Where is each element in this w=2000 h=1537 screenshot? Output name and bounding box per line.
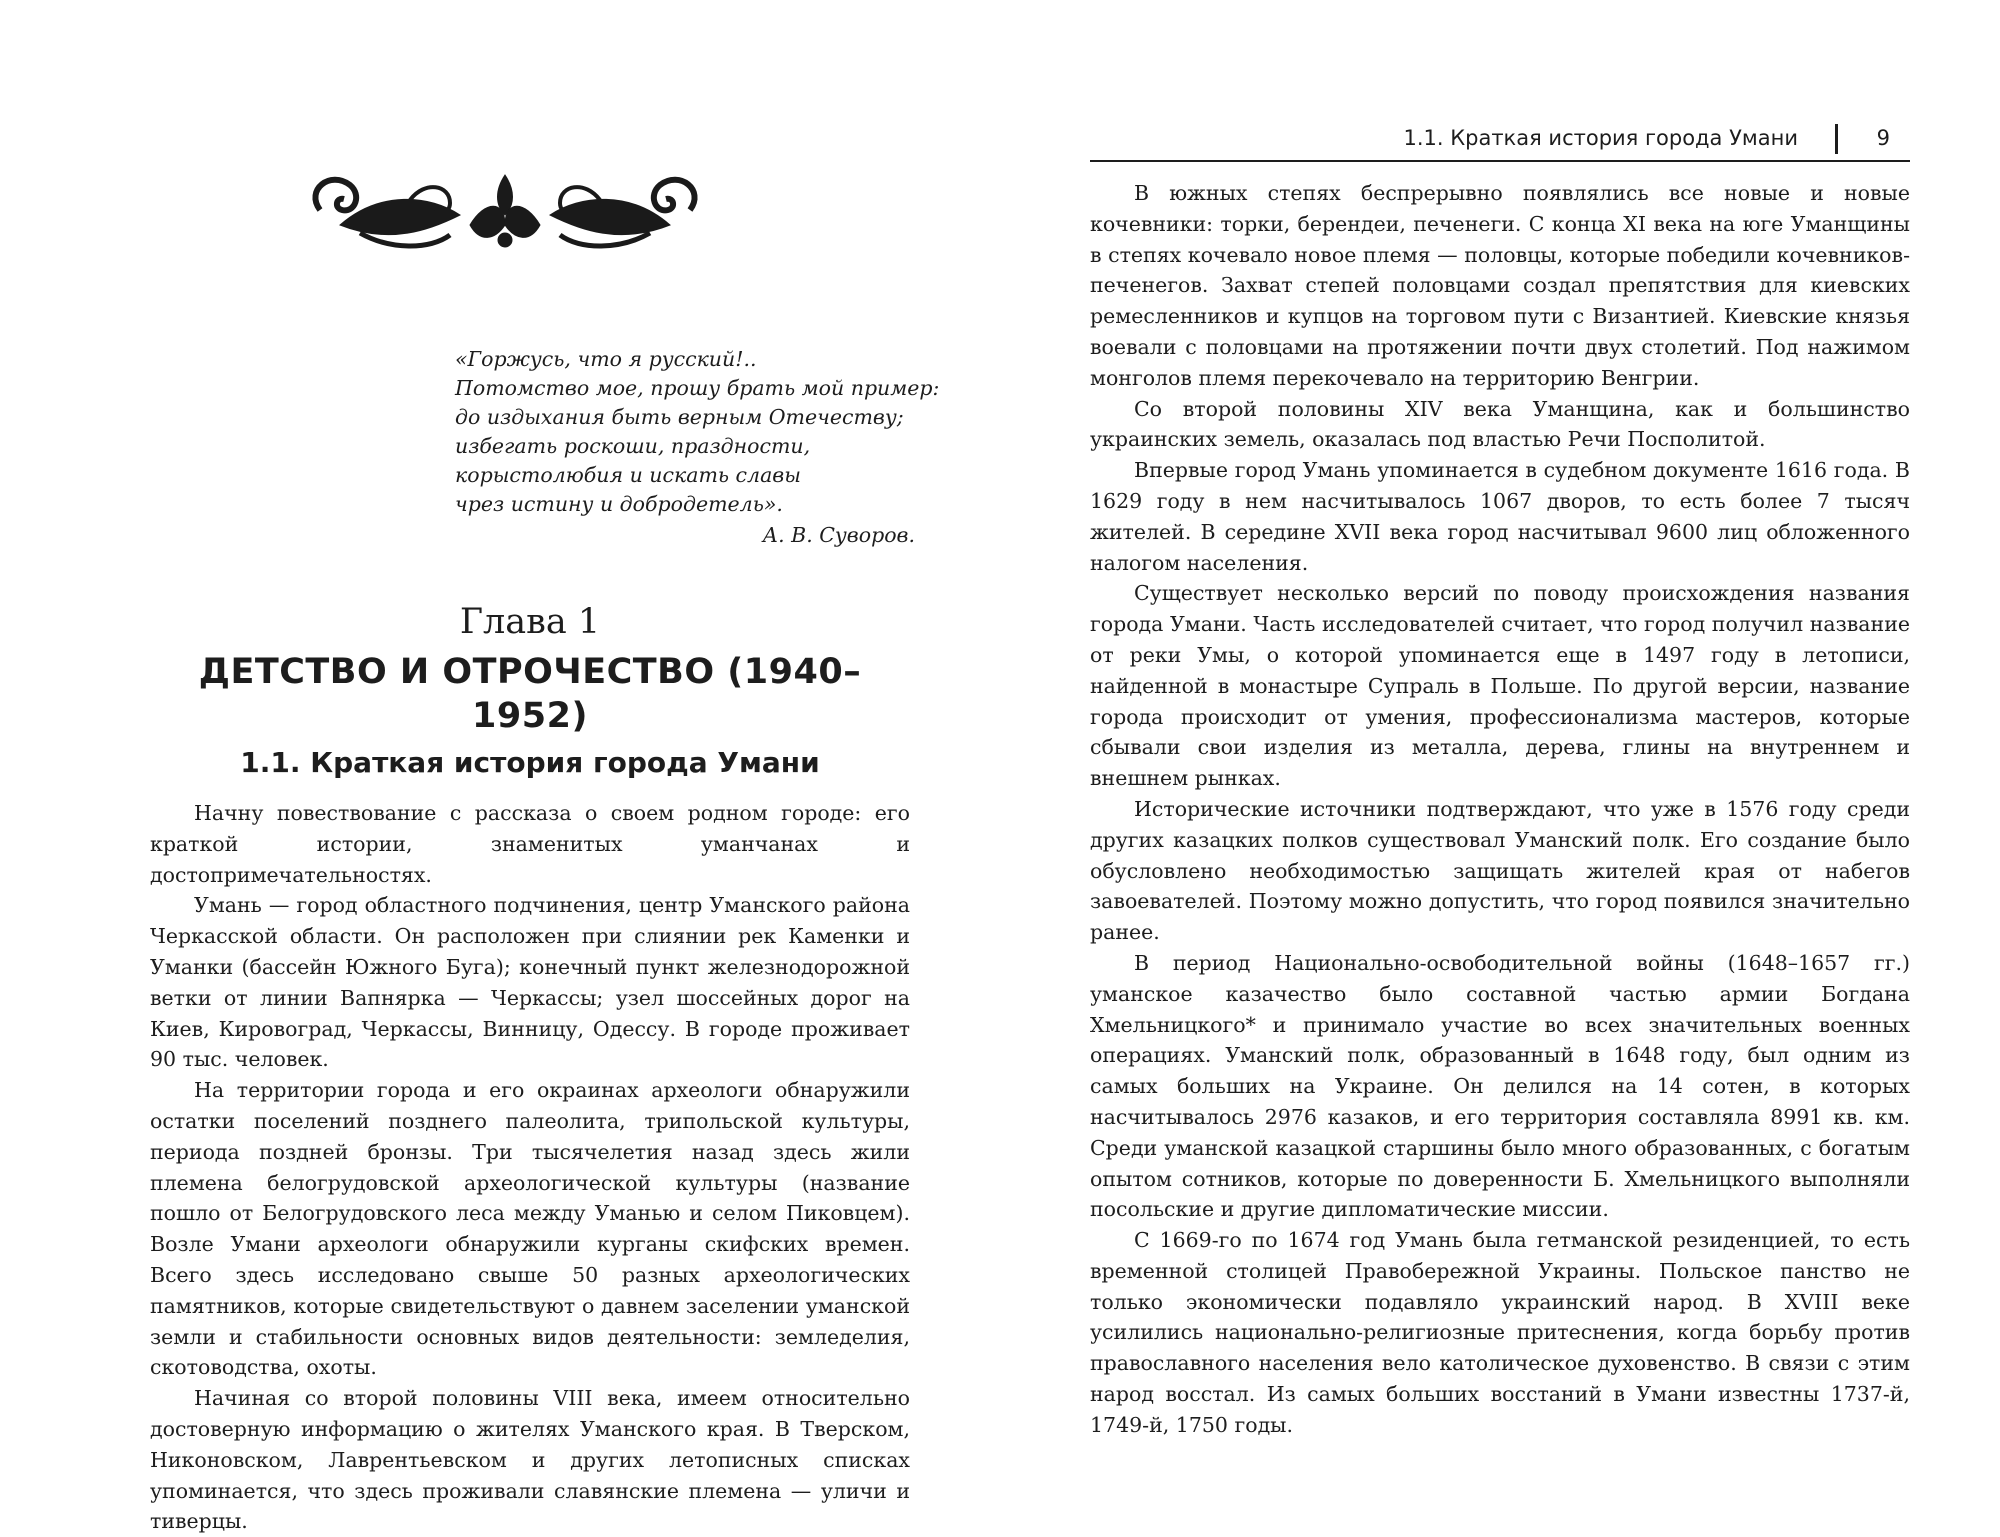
paragraph: С 1669-го по 1674 год Умань была гетманской резиденцией, то есть временной столицей Правобережной Украины. Польское панство не только экономически подавляло украинский народ. В XVIII веке усилились национально-религиозные притеснения, когда борьбу против православного населения вело католическое духовенство. В связи с этим народ восстал. Из самых больших восстаний в Умани известны 1737-й, 1749-й, 1750 годы.	[1090, 1228, 1910, 1437]
paragraph: Начиная со второй половины VIII века, имеем относительно достоверную информацию о жителях Уманского края. В Тверском, Никоновском, Лаврентьевском и других летописных списках упоминается, что здесь проживали славянские племена — уличи и тиверцы.	[150, 1386, 910, 1534]
header-rule	[1090, 160, 1910, 162]
chapter-number: Глава 1	[459, 602, 601, 642]
left-body-text	[150, 798, 910, 1537]
paragraph: Исторические источники подтверждают, что уже в 1576 году среди других казацких полков существовал Уманский полк. Его создание было обусловлено необходимостью защищать жителей края от набегов завоевателей. Поэтому можно допустить, что город появился значительно ранее.	[1090, 796, 1910, 945]
running-head	[1090, 120, 1910, 160]
running-head-title: 1.1. Краткая история города Умани	[1403, 126, 1798, 150]
section-title: 1.1. Краткая история города Умани	[240, 746, 820, 779]
epigraph-line: Потомство мое, прошу брать мой пример:	[455, 376, 940, 400]
paragraph: Впервые город Умань упоминается в судебном документе 1616 года. В 1629 году в нем насчитывалось 1067 дворов, то есть более 7 тысяч жителей. В середине XVII века город насчитывал 9600 лиц обложенного налогом населения.	[1090, 458, 1910, 575]
epigraph-author: А. В. Суворов.	[762, 523, 915, 547]
paragraph: Со второй половины XIV века Уманщина, как и большинство украинских земель, оказалась под властью Речи Посполитой.	[1090, 396, 1910, 452]
paragraph: В южных степях беспрерывно появлялись все новые и новые кочевники: торки, берендеи, печенеги. С конца XI века на юге Уманщины в степях кочевало новое племя — половцы, которые победили кочевников-печенегов. Захват степей половцами создал препятствия для киевских ремесленников и купцов на торговом пути с Византией. Киевские князья воевали с половцами на протяжении почти двух столетий. Под нажимом монголов племя перекочевало на территорию Венгрии.	[1090, 181, 1910, 390]
right-page	[1000, 0, 2000, 1510]
paragraph: На территории города и его окраинах археологи обнаружили остатки поселений позднего палеолита, трипольской культуры, периода поздней бронзы. Три тысячелетия назад здесь жили племена белогрудовской археологической культуры (название пошло от Белогрудовского леса между Уманью и селом Пиковцем). Возле Умани археологи обнаружили курганы скифских времен. Всего здесь исследовано свыше 50 разных археологических памятников, которые свидетельствуют о давнем заселении уманской земли и стабильности основных видов деятельности: земледелия, скотоводства, охоты.	[150, 1078, 910, 1380]
paragraph: Умань — город областного подчинения, центр Уманского района Черкасской области. Он расположен при слиянии рек Каменки и Уманки (бассейн Южного Буга); конечный пункт железнодорожной ветки от линии Вапнярка — Черкассы; узел шоссейных дорог на Киев, Кировоград, Черкассы, Винницу, Одессу. В городе проживает 90 тыс. человек.	[150, 893, 910, 1072]
paragraph: Существует несколько версий по поводу происхождения названия города Умани. Часть исследователей считает, что город получил название от реки Умы, о которой упоминается еще в 1497 году в летописи, найденной в монастыре Супраль в Польше. По другой версии, название города происходит от умения, профессионализма мастеров, которые сбывали свои изделия из металла, дерева, глины на внутреннем и внешнем рынках.	[1090, 581, 1910, 791]
paragraph: В период Национально-освободительной войны (1648–1657 гг.) уманское казачество было составной частью армии Богдана Хмельницкого* и принимало участие во всех значительных военных операциях. Уманский полк, образованный в 1648 году, был одним из самых больших на Украине. Он делился на 14 сотен, в которых насчитывалось 2976 казаков, и его территория составляла 8991 кв. км. Среди уманской казацкой старшины было много образованных, с богатым опытом сотников, которые по доверенности Б. Хмельницкого выполняли посольские и другие дипломатические миссии.	[1090, 950, 1910, 1222]
epigraph-line: корыстолюбия и искать славы	[455, 463, 801, 487]
running-head-separator	[1835, 124, 1838, 154]
epigraph-line: «Горжусь, что я русский!..	[455, 347, 757, 371]
page-number: 9	[1876, 126, 1890, 150]
paragraph: Начну повествование с рассказа о своем родном городе: его краткой истории, знаменитых уманчанах и достопримечательностях.	[150, 801, 910, 887]
epigraph-line: избегать роскоши, праздности,	[455, 434, 811, 458]
decorative-flourish-icon	[300, 155, 710, 265]
chapter-title: ДЕТСТВО И ОТРОЧЕСТВО (1940–1952)	[198, 652, 862, 736]
left-page	[0, 0, 1000, 1534]
epigraph	[455, 345, 940, 550]
epigraph-line: чрез истину и добродетель».	[455, 492, 783, 516]
epigraph-line: до издыхания быть верным Отечеству;	[455, 405, 904, 429]
right-body-text	[1090, 178, 1910, 1441]
